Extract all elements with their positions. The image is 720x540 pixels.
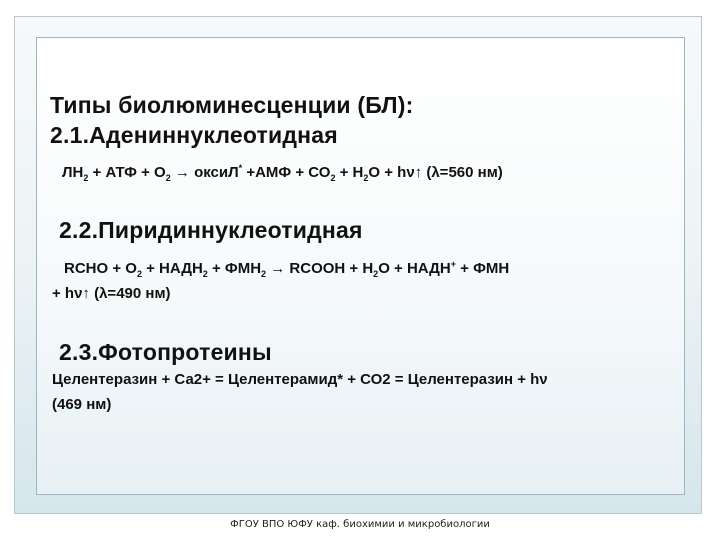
formula-term: О + hν↑ (λ=560 нм)	[368, 164, 503, 181]
section-heading-adenine-nucleotide: 2.1.Адениннуклеотидная	[50, 122, 338, 148]
reaction-formula-photoproteins: Целентеразин + Са2+ = Целентерамид* + СО2 = Целентеразин + hν	[52, 371, 548, 388]
formula-term: O + НАДН	[378, 260, 451, 277]
reaction-formula-adenine-nucleotide	[62, 163, 503, 183]
formula-subscript: 2	[165, 173, 171, 183]
reaction-formula-pyridine-continuation: + hν↑ (λ=490 нм)	[52, 285, 171, 302]
formula-subscript: 2	[83, 173, 89, 183]
formula-term: + НАДН	[141, 260, 203, 277]
formula-subscript: 2	[261, 269, 267, 279]
formula-subscript: 2	[373, 269, 379, 279]
formula-subscript: 2	[330, 173, 336, 183]
formula-subscript: 2	[363, 173, 369, 183]
formula-term: RCHO + O	[64, 260, 137, 277]
section-heading-pyridine-nucleotide: 2.2.Пиридиннуклеотидная	[59, 217, 363, 243]
formula-term: → оксиЛ	[170, 164, 239, 181]
formula-subscript: 2	[202, 269, 208, 279]
formula-term: + АТФ + О	[88, 164, 166, 181]
reaction-formula-pyridine-nucleotide	[64, 259, 509, 279]
formula-term: → RCOOH + H	[266, 260, 374, 277]
slide-title: Типы биолюминесценции (БЛ):	[50, 92, 414, 118]
formula-term: + ФМН	[455, 260, 510, 277]
formula-term: ЛН	[62, 164, 84, 181]
formula-superscript: *	[238, 163, 243, 173]
reaction-formula-photoproteins-continuation: (469 нм)	[52, 396, 112, 413]
formula-superscript: +	[450, 259, 456, 269]
slide-footer: ФГОУ ВПО ЮФУ каф. биохимии и микробиологии	[230, 519, 490, 530]
formula-term: + Н	[335, 164, 364, 181]
formula-subscript: 2	[136, 269, 142, 279]
formula-term: +АМФ + СО	[242, 164, 331, 181]
formula-term: + ФМН	[207, 260, 262, 277]
section-heading-photoproteins: 2.3.Фотопротеины	[59, 339, 272, 365]
